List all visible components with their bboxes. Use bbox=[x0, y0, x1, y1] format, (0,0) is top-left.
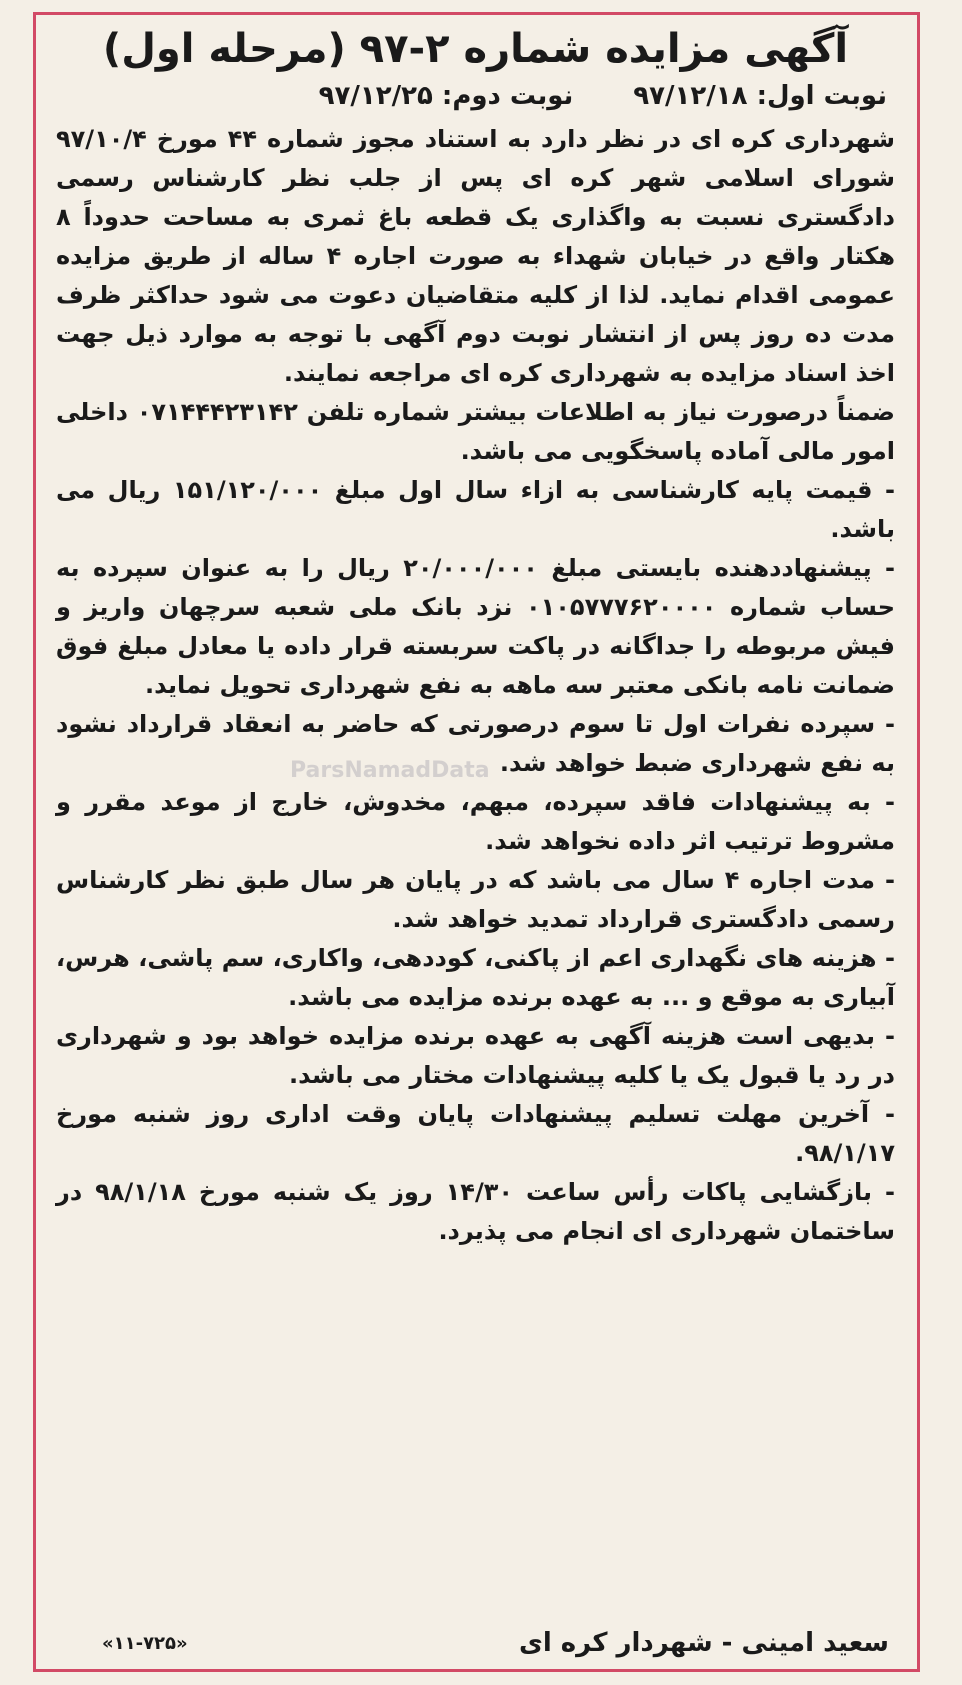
notice-body bbox=[42, 18, 911, 1666]
condition-item: - سپرده نفرات اول تا سوم درصورتی که حاضر به انعقاد قرارداد نشود به نفع شهرداری ضبط خواهد شد. bbox=[56, 710, 895, 777]
contact-paragraph: ضمناً درصورت نیاز به اطلاعات بیشتر شماره تلفن ۰۷۱۴۴۴۲۳۱۴۲ داخلی امور مالی آماده پاسخگویی می باشد. bbox=[56, 398, 895, 465]
condition-item: - پیشنهاددهنده بایستی مبلغ ۲۰/۰۰۰/۰۰۰ ریال را به عنوان سپرده به حساب شماره ۰۱۰۵۷۷۷۶۲۰۰۰۰ نزد بانک ملی شعبه سرچهان واریز و فیش مربوطه را جداگانه در پاکت سربسته قرار داده یا معادل مبلغ فوق ضمانت نامه بانکی معتبر سه ماهه به نفع شهرداری تحویل نماید. bbox=[56, 554, 896, 699]
signer-name: سعید امینی - شهردار کره ای bbox=[519, 1628, 889, 1658]
second-publish-date: نوبت دوم: ۹۷/۱۲/۲۵ bbox=[318, 81, 574, 111]
condition-item: - آخرین مهلت تسلیم پیشنهادات پایان وقت اداری روز شنبه مورخ ۹۸/۱/۱۷. bbox=[56, 1100, 895, 1167]
notice-title: آگهی مزایده شماره ۲-۹۷ (مرحله اول) bbox=[102, 26, 849, 72]
condition-item: - بدیهی است هزینه آگهی به عهده برنده مزایده خواهد بود و شهرداری در رد یا قبول یک یا کلیه پیشنهادات مختار می باشد. bbox=[56, 1022, 895, 1089]
condition-item: - قیمت پایه کارشناسی به ازاء سال اول مبلغ ۱۵۱/۱۲۰/۰۰۰ ریال می باشد. bbox=[56, 476, 896, 543]
first-publish-date: نوبت اول: ۹۷/۱۲/۱۸ bbox=[633, 81, 887, 111]
condition-item: - به پیشنهادات فاقد سپرده، مبهم، مخدوش، خارج از موعد مقرر و مشروط ترتیب اثر داده نخواهد شد. bbox=[56, 788, 895, 855]
intro-paragraph: شهرداری کره ای در نظر دارد به استناد مجوز شماره ۴۴ مورخ ۹۷/۱۰/۴ شورای اسلامی شهر کره ای پس از جلب نظر کارشناس رسمی دادگستری نسبت به واگذاری یک قطعه باغ ثمری به مساحت حدوداً ۸ هکتار واقع در خیابان شهداء به صورت اجاره ۴ ساله از طریق مزایده عمومی اقدام نماید. لذا از کلیه متقاضیان دعوت می شود حداکثر ظرف مدت ده روز پس از انتشار نوبت دوم آگهی با توجه به موارد ذیل جهت اخذ اسناد مزایده به شهرداری کره ای مراجعه نمایند. bbox=[56, 125, 896, 387]
condition-item: - مدت اجاره ۴ سال می باشد که در پایان هر سال طبق نظر کارشناس رسمی دادگستری قرارداد تمدید خواهد شد. bbox=[56, 866, 896, 933]
signature-row bbox=[42, 1628, 911, 1658]
condition-item: - هزینه های نگهداری اعم از پاکنی، کوددهی، واکاری، سم پاشی، هرس، آبیاری به موقع و ... به عهده برنده مزایده می باشد. bbox=[56, 944, 895, 1011]
publish-dates bbox=[56, 76, 895, 116]
watermark: ParsNamadData bbox=[290, 758, 490, 783]
condition-item: - بازگشایی پاکات رأس ساعت ۱۴/۳۰ روز یک شنبه مورخ ۹۸/۱/۱۸ در ساختمان شهرداری ای انجام می پذیرد. bbox=[56, 1178, 895, 1245]
notice-code: «۱۱-۷۲۵» bbox=[102, 1632, 188, 1654]
